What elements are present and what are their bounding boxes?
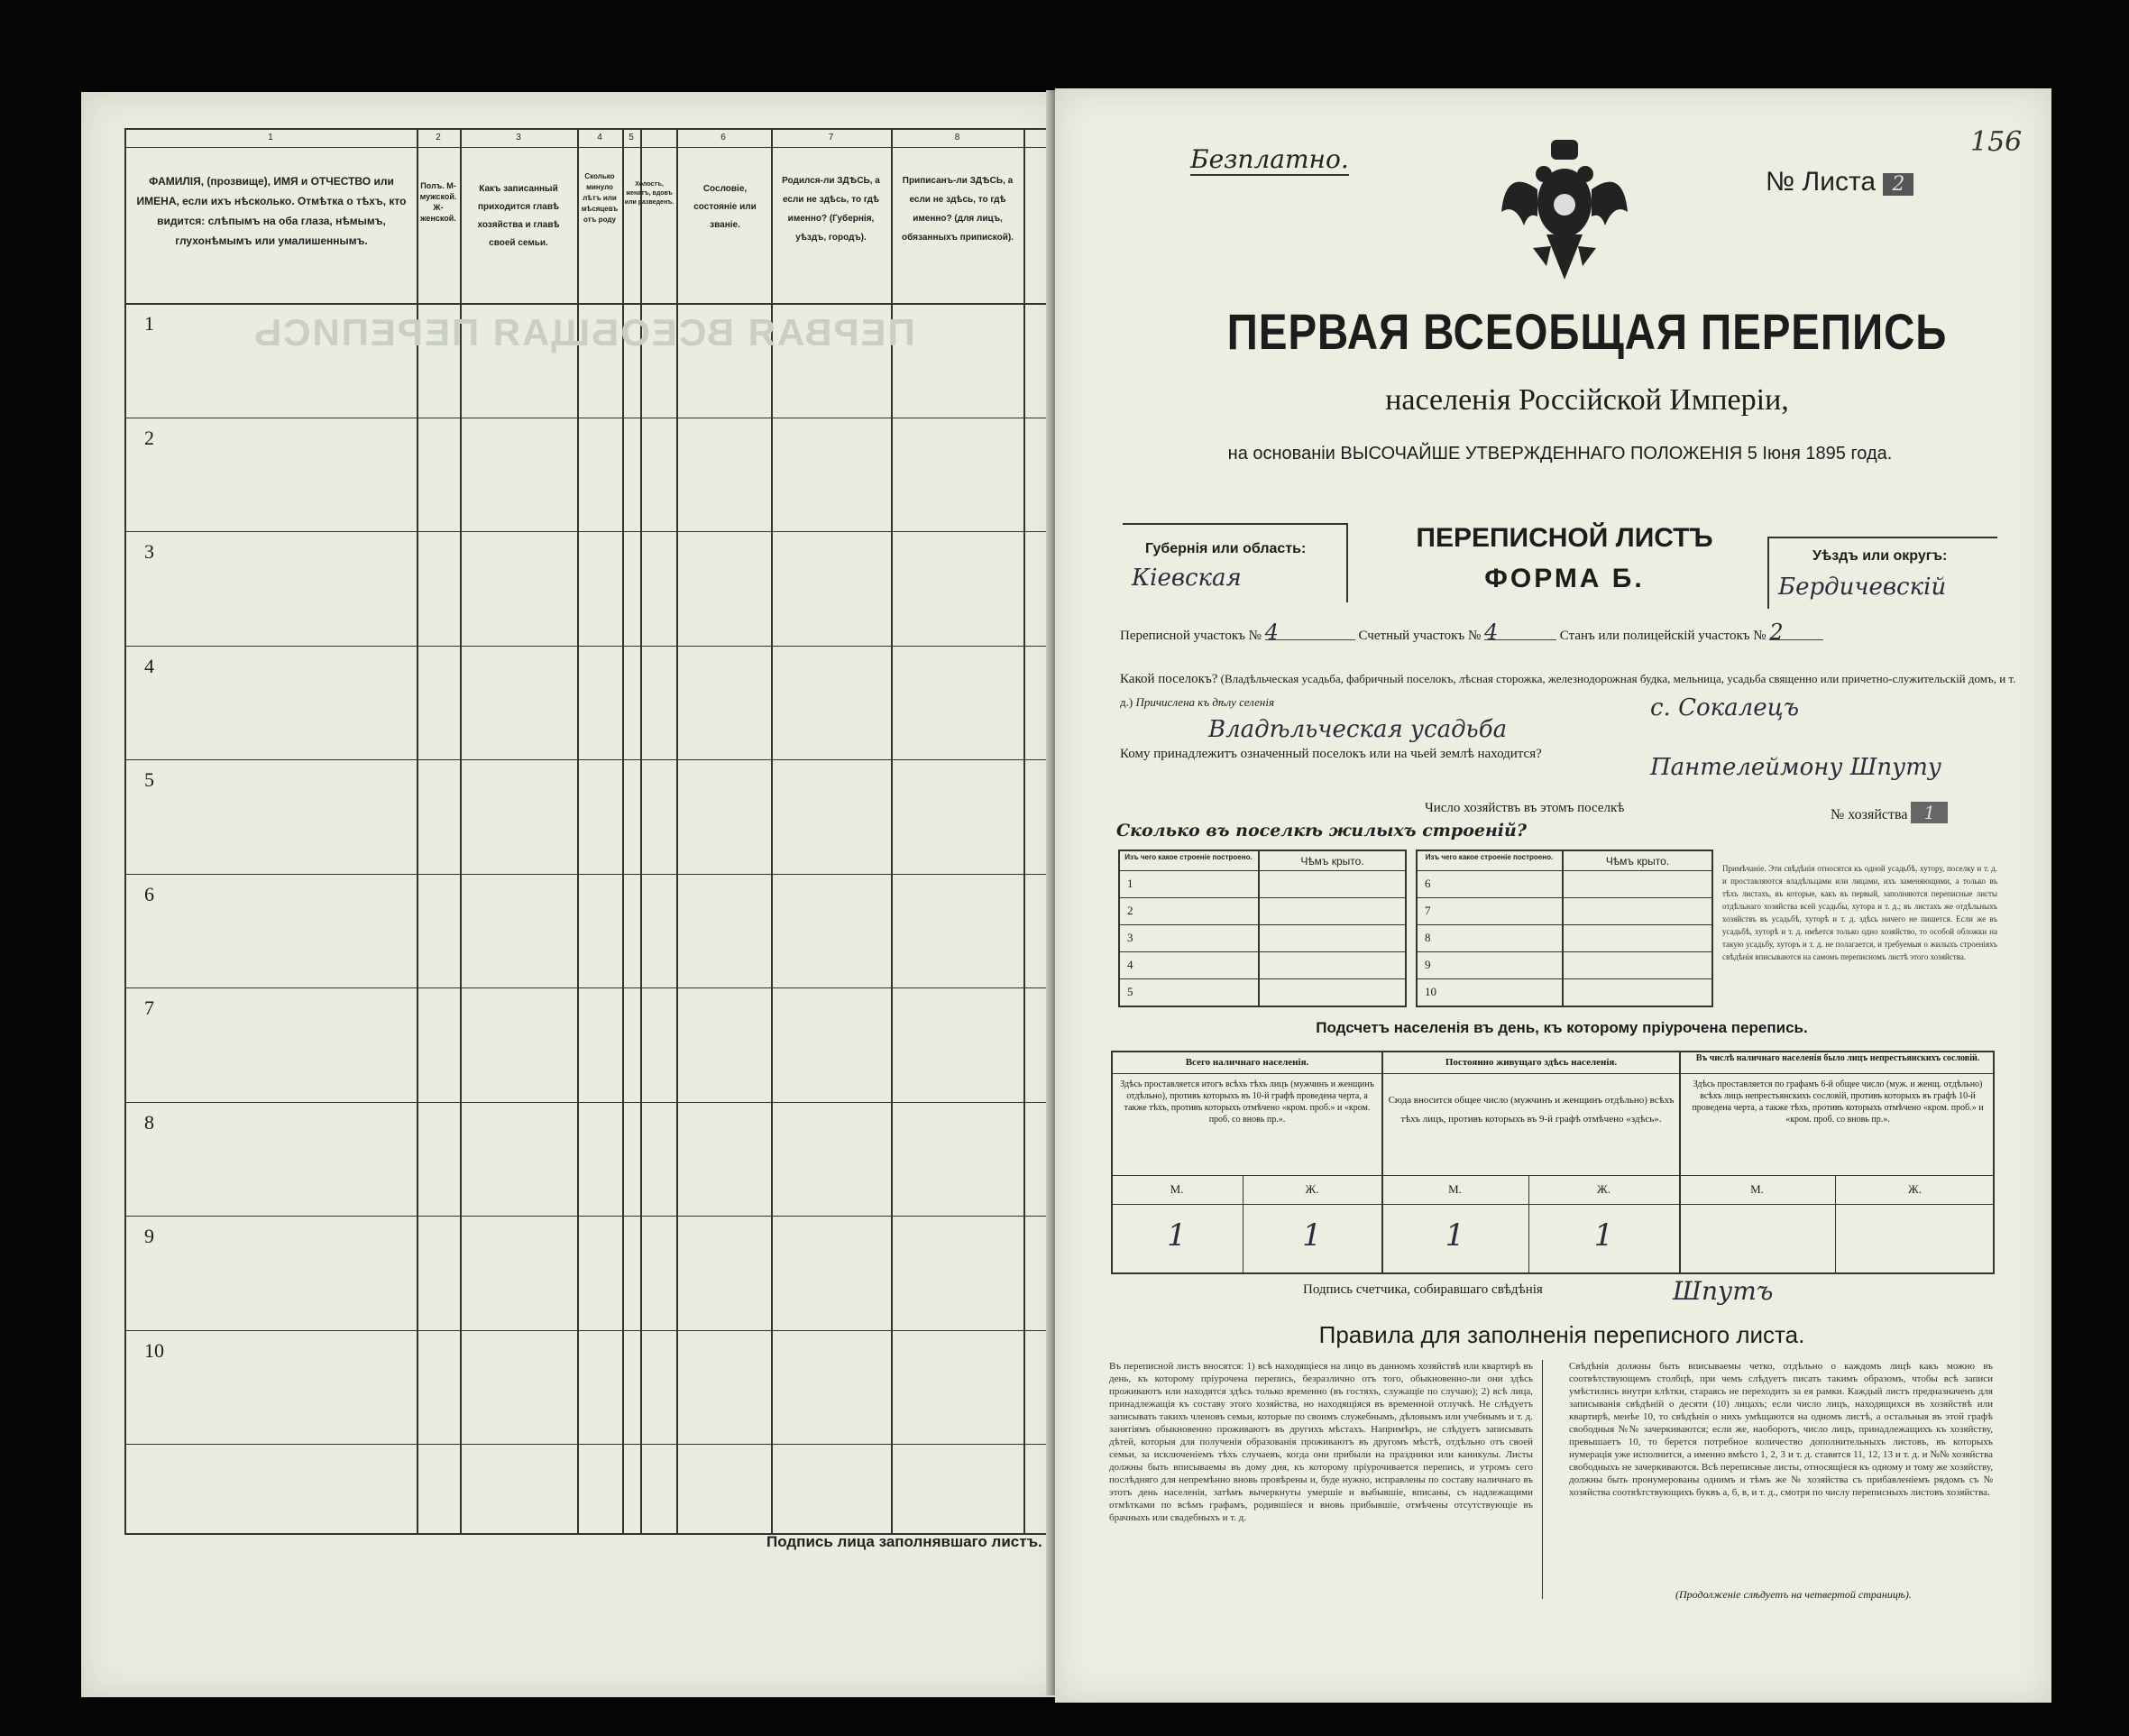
column-header-sex: Полъ. М-мужской. Ж-женской. bbox=[419, 181, 457, 223]
buildings-row-number: 2 bbox=[1127, 904, 1133, 917]
left-signature-label: Подпись лица заполнявшаго листъ. bbox=[766, 1533, 1042, 1550]
form-title: ПЕРЕПИСНОЙ ЛИСТЪ bbox=[1416, 523, 1713, 553]
buildings-col2: Чѣмъ крыто. bbox=[1300, 855, 1364, 868]
tally-col-desc-1: Здѣсь проставляется итогъ всѣхъ тѣхъ лицъ (мужчинъ и женщинъ отдѣльно), противъ которыхъ въ 10-й графѣ проведена черта, а также тѣхъ, противъ которыхъ отмѣчено «кром. проб.» и «кром. проб. со вновь пр.». bbox=[1120, 1079, 1374, 1125]
buildings-row-divider bbox=[1416, 924, 1713, 925]
buildings-row-divider bbox=[1118, 924, 1407, 925]
census-basis: на основаніи ВЫСОЧАЙШЕ УТВЕРЖДЕННАГО ПОЛОЖЕНІЯ 5 Іюня 1895 года. bbox=[1227, 444, 1893, 464]
counter-signature-value: Шпутъ bbox=[1673, 1276, 1774, 1306]
district-value: 4 bbox=[1265, 625, 1355, 640]
column-header-name: ФАМИЛІЯ, (прозвище), ИМЯ и ОТЧЕСТВО или ИМЕНА, если ихъ нѣсколько. Отмѣтка о тѣхъ, кто видится: слѣпымъ на оба глаза, нѣмымъ, глухонѣмымъ или умалишеннымъ. bbox=[136, 175, 407, 247]
buildings-row-divider bbox=[1416, 978, 1713, 979]
buildings-row-divider bbox=[1416, 870, 1713, 871]
tally-value: 1 bbox=[1302, 1217, 1322, 1254]
buildings-note: Примѣчаніе. Эти свѣдѣнія относятся къ одной усадьбѣ, хутору, поселку и т. д. и проставляются владѣльцами или лицами, ихъ заменяющими, а только въ тѣхъ листахъ, въ которые, какъ въ первый, заполняются переписные листы отдѣльнаго хозяйства всей усадьбы, хутора и т. д.; въ листахъ же отдѣльныхъ хозяйствъ въ усадьбѣ, хуторѣ и т. д. здѣсь ничего не пишется. Если же въ усадьбѣ, хуторѣ и т. д. имѣется только одно хозяйство, то особой обложки на такую усадьбу, хуторъ и т. д. не полагается, и требуемыя о жилыхъ строеніяхъ свѣдѣнія вписываются на самомъ переписномъ листѣ этого хозяйства. bbox=[1722, 864, 1997, 961]
gubernia-value: Кіевская bbox=[1132, 565, 1242, 592]
count-district-value: 4 bbox=[1484, 625, 1556, 640]
buildings-row-number: 6 bbox=[1425, 877, 1431, 890]
buildings-row-number: 4 bbox=[1127, 958, 1133, 971]
buildings-row-divider bbox=[1118, 897, 1407, 898]
tally-col-title-3: Въ числѣ наличнаго населенія было лицъ непрестьянскихъ сословій. bbox=[1695, 1053, 1980, 1063]
buildings-row-number: 5 bbox=[1127, 985, 1133, 998]
buildings-row-divider bbox=[1118, 978, 1407, 979]
buildings-row-number: 7 bbox=[1425, 904, 1431, 917]
row-number: 10 bbox=[144, 1339, 164, 1362]
row-number: 8 bbox=[144, 1111, 154, 1134]
rules-left: Въ переписной листъ вносятся: 1) всѣ находящіеся на лицо въ данномъ хозяйствѣ или квартирѣ въ день, къ которому пріурочена перепись, безразлично отъ того, обыкновенно-ли они здѣсь проживаютъ или находятся здѣсь только временно (въ гостяхъ, служащіе по случаю); 2) всѣ лица, принадлежащія къ составу этого хозяйства, но находящіяся въ временной отлучкѣ. Не слѣдуетъ записывать такихъ членовъ семьи, которые по своимъ служебнымъ, дѣловымъ или учебнымъ и т. д. занятіямъ обыкновенно проживаютъ въ другихъ мѣстахъ. Напримѣръ, не слѣдуетъ записывать дѣтей, которыя для полученія образованія проживаютъ въ другомъ мѣстѣ, отдѣльно отъ своей семьи, за исключеніемъ тѣхъ случаевъ, когда они прибыли на праздники или каникулы. Листы должны быть вписываемы въ дому дня, къ которому пріурочивается перепись, и утромъ сего послѣдняго для непремѣнно вновь провѣрены и, буде нужно, исправлены по составу наличнаго въ этотъ день населенія, затѣмъ вычеркнуты умершіе и выбывшіе, вписаны, съ надлежащими отмѣтками по всѣмъ графамъ, родившіеся и вновь прибывшіе, отмѣчены отсутствующіе въ брачныхъ или свадебныхъ и т. д. bbox=[1109, 1361, 1533, 1523]
buildings-col2-right: Чѣмъ крыто. bbox=[1605, 855, 1670, 868]
tally-sex-label: М. bbox=[1448, 1182, 1462, 1196]
tally-value: 1 bbox=[1167, 1217, 1187, 1254]
column-number: 5 bbox=[629, 133, 634, 142]
column-header-birthplace: Родился-ли ЗДѢСЬ, а если не здѣсь, то гдѣ именно? (Губернія, уѣздъ, городъ). bbox=[782, 176, 880, 243]
table-row-divider bbox=[124, 759, 1062, 760]
table-row-divider bbox=[124, 1102, 1062, 1103]
table-row-divider bbox=[124, 531, 1062, 532]
buildings-table-right bbox=[1416, 850, 1713, 1007]
column-number: 1 bbox=[268, 133, 273, 142]
bleed-through-title: ПЕРВАЯ ВСЕОБЩАЯ ПЕРЕПИСЬ bbox=[252, 311, 915, 354]
row-number: 3 bbox=[144, 540, 154, 563]
buildings-col1-right: Изъ чего какое строеніе построено. bbox=[1425, 853, 1554, 861]
stan-value: 2 bbox=[1769, 625, 1823, 640]
buildings-table-left bbox=[1118, 850, 1407, 1007]
buildings-row-divider bbox=[1416, 897, 1713, 898]
tally-col-desc-3: Здѣсь проставляется по графамъ 6-й общее число (муж. и женщ. отдѣльно) всѣхъ лицъ непрестьянскихъ сословій, противъ которыхъ въ графѣ 10-й проведена черта, а также тѣхъ, противъ которыхъ отмѣчено «кром. проб.» и «кром. проб. со вновь пр.». bbox=[1692, 1079, 1984, 1125]
imperial-eagle-emblem bbox=[1497, 140, 1632, 302]
buildings-row-number: 3 bbox=[1127, 931, 1133, 944]
tally-heading: Подсчетъ населенія въ день, къ которому пріурочена перепись. bbox=[1316, 1019, 1808, 1036]
row-number: 9 bbox=[144, 1225, 154, 1247]
buildings-row-divider bbox=[1118, 870, 1407, 871]
table-row-divider bbox=[124, 1444, 1062, 1445]
form-subtitle: ФОРМА Б. bbox=[1484, 564, 1645, 593]
district-line: Переписной участокъ № 4 Счетный участокъ № 4 Станъ или полицейскій участокъ № 2 bbox=[1120, 625, 2022, 643]
column-header-relation: Какъ записанный приходится главѣ хозяйства и главѣ своей семьи. bbox=[477, 184, 560, 248]
buildings-row-number: 1 bbox=[1127, 877, 1133, 890]
settlement-value-2: Владѣльческая усадьба bbox=[1208, 716, 1508, 743]
settlement-question: Какой поселокъ? (Владѣльческая усадьба, фабричный поселокъ, лѣсная сторожка, железнодорожная будка, мельница, усадьба священно или причетно-служительскій домъ, и т. д.) Причислена къ дѣлу селенія bbox=[1120, 672, 2016, 709]
table-row-divider bbox=[124, 1330, 1062, 1331]
owner-label: Кому принадлежитъ означенный поселокъ или на чьей землѣ находится? bbox=[1120, 747, 1542, 761]
row-number: 1 bbox=[144, 312, 154, 335]
tally-col-title-1: Всего наличнаго населенія. bbox=[1185, 1057, 1309, 1068]
census-title: ПЕРВАЯ ВСЕОБЩАЯ ПЕРЕПИСЬ bbox=[1226, 303, 1948, 360]
buildings-row-number: 8 bbox=[1425, 931, 1431, 944]
table-row-divider bbox=[124, 646, 1062, 647]
row-number: 5 bbox=[144, 768, 154, 791]
buildings-heading: Сколько въ поселкѣ жилыхъ строеній? bbox=[1116, 821, 1527, 840]
column-header-estate: Сословіе, состояніе или званіе. bbox=[693, 184, 757, 230]
tally-sex-label: Ж. bbox=[1305, 1182, 1319, 1196]
sheet-number-value: 2 bbox=[1883, 173, 1913, 196]
rules-continued: (Продолженіе слѣдуетъ на четвертой страницѣ). bbox=[1675, 1588, 1912, 1601]
rules-right: Свѣдѣнія должны быть вписываемы четко, отдѣльно о каждомъ лицѣ какъ можно въ соотвѣтствующемъ столбцѣ, при чемъ слѣдуетъ писать такимъ образомъ, чтобы всѣ записи умѣстились внутри клѣтки, стараясь не переходить за ея рамки. Каждый листъ предназначенъ для записыванія свѣдѣній о десяти (10) лицахъ; если число лицъ, находящихся въ хозяйствѣ или квартирѣ, менѣе 10, то свѣдѣнія о нихъ умѣщаются на одномъ листѣ, а остальныя въ этой графѣ свободныя №№ зачеркиваются; если же, наоборотъ, число лицъ, принадлежащихъ къ хозяйству, превышаетъ 10, то берется потребное количество дополнительныхъ листовъ, въ которыхъ нумерація уже исполнится, а именно вмѣсто 1, 2, 3 и т. д. ставятся 11, 12, 13 и т. д. и №№ хозяйства свободныхъ не зачеркиваются. Всѣ переписные листы, относящіеся къ одному и тому же хозяйству, должны быть пронумерованы однимъ и тѣмъ же № хозяйства съ прибавленіемъ рядомъ съ № хозяйства соотвѣтствующихъ буквъ а, б, в, и т. д., смотря по числу переписныхъ листовъ хозяйства. bbox=[1569, 1361, 1993, 1498]
tally-sex-label: М. bbox=[1170, 1182, 1184, 1196]
households-label: Число хозяйствъ въ этомъ поселкѣ bbox=[1425, 801, 1625, 815]
row-number: 4 bbox=[144, 655, 154, 677]
tally-value: 1 bbox=[1445, 1217, 1465, 1254]
tally-value: 1 bbox=[1593, 1217, 1614, 1254]
owner-value: Пантелеймону Шпуту bbox=[1650, 754, 1941, 781]
column-header-marital: Холостъ, женатъ, вдовъ или разведенъ. bbox=[624, 181, 674, 206]
table-row-divider bbox=[124, 874, 1062, 875]
row-number: 7 bbox=[144, 997, 154, 1019]
column-number: 4 bbox=[597, 133, 602, 142]
column-number: 2 bbox=[436, 133, 441, 142]
column-number: 8 bbox=[954, 133, 960, 142]
buildings-row-divider bbox=[1118, 951, 1407, 952]
sheet-number-label: № Листа 2 bbox=[1766, 167, 1913, 197]
page-number: 156 bbox=[1970, 126, 2023, 158]
rules-title: Правила для заполненія переписного листа. bbox=[1318, 1321, 1805, 1348]
column-header-registered: Приписанъ-ли ЗДѢСЬ, а если не здѣсь, то гдѣ именно? (для лицъ, обязанныхъ припиской). bbox=[902, 176, 1014, 243]
settlement-value-1: с. Сокалецъ bbox=[1650, 694, 1800, 721]
column-number: 6 bbox=[720, 133, 726, 142]
gubernia-label: Губернія или область: bbox=[1145, 541, 1307, 556]
buildings-row-number: 9 bbox=[1425, 958, 1431, 971]
column-number: 7 bbox=[828, 133, 834, 142]
table-row-divider bbox=[124, 1216, 1062, 1217]
buildings-row-number: 10 bbox=[1425, 985, 1436, 998]
census-subtitle: населенія Россійской Имперіи, bbox=[1385, 383, 1789, 417]
buildings-row-divider bbox=[1416, 951, 1713, 952]
tally-col-desc-2: Сюда вносится общее число (мужчинъ и женщинъ отдѣльно) всѣхъ тѣхъ лицъ, противъ которыхъ въ 9-й графѣ отмѣчено «здѣсь». bbox=[1388, 1095, 1675, 1125]
tally-sex-label: Ж. bbox=[1597, 1182, 1611, 1196]
column-number: 3 bbox=[516, 133, 521, 142]
table-row-divider bbox=[124, 987, 1062, 988]
counter-signature-label: Подпись счетчика, собиравшаго свѣдѣнія bbox=[1303, 1282, 1543, 1297]
tally-sex-label: М. bbox=[1750, 1182, 1764, 1196]
row-number: 2 bbox=[144, 427, 154, 449]
uezd-value: Бердичевскій bbox=[1778, 574, 1947, 601]
tally-col-title-2: Постоянно живущаго здѣсь населенія. bbox=[1445, 1057, 1618, 1068]
free-label: Безплатно. bbox=[1190, 144, 1349, 174]
uezd-label: Уѣздъ или округъ: bbox=[1812, 548, 1948, 564]
column-header-age: Сколько минуло лѣтъ или мѣсяцевъ отъ роду bbox=[581, 172, 619, 224]
row-number: 6 bbox=[144, 883, 154, 905]
tally-sex-label: Ж. bbox=[1908, 1182, 1922, 1196]
household-no-label: № хозяйства 1 bbox=[1831, 805, 1948, 822]
household-no-value: 1 bbox=[1911, 802, 1948, 823]
buildings-col1: Изъ чего какое строеніе построено. bbox=[1124, 853, 1253, 861]
